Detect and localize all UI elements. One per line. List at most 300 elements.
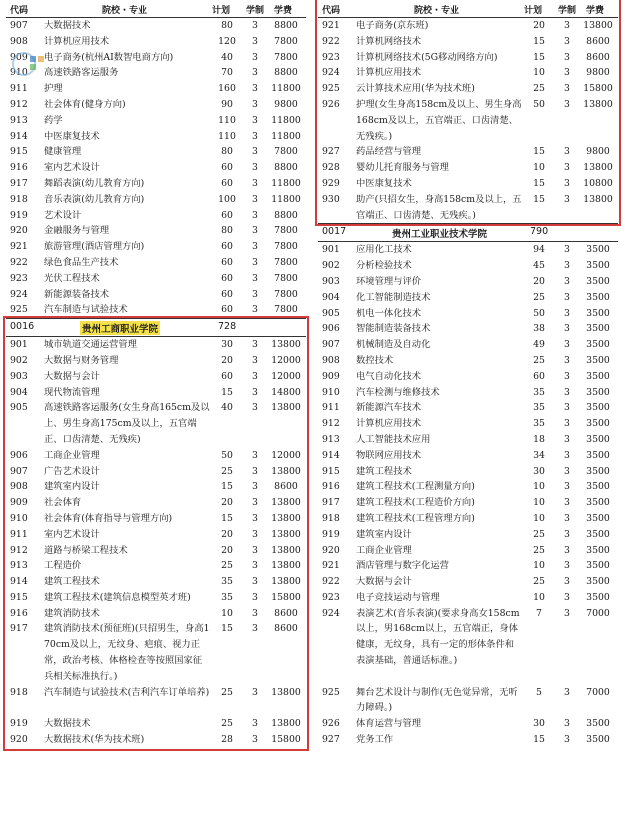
table-row [6,606,306,622]
major-code: 910 [10,67,28,79]
study-years: 3 [252,83,258,95]
tuition-fee: 8600 [274,607,298,619]
major-code: 927 [322,146,340,158]
table-row [318,716,618,732]
study-years: 3 [252,304,258,316]
tuition-fee: 8600 [586,51,610,63]
plan-count: 70 [221,67,233,79]
study-years: 3 [252,272,258,284]
major-code: 907 [10,465,28,477]
major-name: 金融服务与管理 [44,225,110,237]
study-years: 3 [252,288,258,300]
major-name: 大数据技术 [44,20,91,31]
header-fee: 学费 [274,6,293,16]
study-years: 3 [564,591,570,603]
plan-count: 49 [533,339,545,351]
plan-count: 35 [533,418,545,430]
study-years: 3 [252,114,258,126]
major-code: 919 [322,528,340,540]
major-code: 928 [322,162,340,174]
tuition-fee: 3500 [586,718,610,730]
tuition-fee: 3500 [586,275,610,287]
plan-count: 10 [533,481,545,493]
table-row [318,65,618,81]
tuition-fee: 3500 [586,528,610,540]
major-code: 906 [322,323,340,335]
major-name: 酒店管理与数字化运营 [356,560,449,572]
tuition-fee: 8600 [586,35,610,47]
major-name: 舞台艺术设计与制作(无色觉异常，无听力障碍。) [356,686,518,714]
tuition-fee: 12000 [271,354,301,366]
tuition-fee: 3500 [586,260,610,272]
plan-count: 20 [221,497,233,509]
tuition-fee: 8800 [274,67,298,79]
plan-count: 25 [533,83,545,95]
table-row [318,242,618,258]
tuition-fee: 3500 [586,323,610,335]
study-years: 3 [252,256,258,268]
major-name: 环境管理与评价 [356,275,422,287]
major-name: 高速铁路客运服务 [44,67,119,79]
study-years: 3 [564,465,570,477]
major-name: 室内艺术设计 [44,528,100,540]
table-row [6,144,306,160]
tuition-fee: 9800 [586,67,610,79]
major-code: 904 [322,291,340,303]
table-row [318,34,618,50]
study-years: 3 [252,339,258,351]
major-code: 913 [322,433,340,445]
major-name: 数控技术 [356,354,394,366]
right-top-list [318,18,618,223]
header-years: 学制 [246,6,265,16]
table-row [6,34,306,50]
study-years: 3 [252,98,258,110]
table-row [6,160,306,176]
plan-count: 15 [533,51,545,63]
table-row [318,369,618,385]
header-school-major: 院校・专业 [102,6,148,16]
major-code: 912 [10,98,28,110]
table-row [318,385,618,401]
tuition-fee: 13800 [271,544,301,556]
right-school-list [318,242,618,748]
major-code: 908 [322,354,340,366]
study-years: 3 [564,260,570,272]
left-column [6,0,306,748]
major-code: 909 [10,497,28,509]
major-name: 工商企业管理 [44,449,100,461]
major-name: 建筑室内设计 [356,528,412,540]
table-row [318,543,618,559]
table-row [6,302,306,318]
tuition-fee: 3500 [586,560,610,572]
study-years: 3 [252,481,258,493]
study-years: 3 [252,718,258,730]
table-row [318,290,618,306]
major-name: 党务工作 [356,734,394,746]
tuition-fee: 3500 [586,481,610,493]
tuition-fee: 11800 [271,130,301,142]
study-years: 3 [252,193,258,205]
study-years: 3 [564,402,570,414]
tuition-fee: 3500 [586,544,610,556]
table-row [318,732,618,748]
major-code: 914 [10,130,28,142]
plan-count: 60 [221,272,233,284]
major-code: 910 [322,386,340,398]
tuition-fee: 11800 [271,193,301,205]
tuition-fee: 3500 [586,244,610,256]
study-years: 3 [252,35,258,47]
major-code: 921 [322,20,340,31]
plan-count: 80 [221,146,233,158]
plan-count: 15 [533,193,545,205]
tuition-fee: 13800 [271,402,301,414]
major-name: 婴幼儿托育服务与管理 [356,162,449,174]
plan-count: 94 [533,244,545,256]
study-years: 3 [564,370,570,382]
plan-count: 15 [221,623,233,635]
major-code: 923 [322,591,340,603]
plan-count: 25 [221,686,233,698]
table-row [6,527,306,543]
major-name: 药品经营与管理 [356,146,422,158]
major-name: 健康管理 [44,146,82,158]
tuition-fee: 3500 [586,418,610,430]
table-row [6,464,306,480]
study-years: 3 [564,307,570,319]
table-row [6,353,306,369]
tuition-fee: 3500 [586,433,610,445]
major-name: 社会体育(体育指导与管理方向) [44,512,173,524]
study-years: 3 [564,20,570,31]
plan-count: 10 [533,497,545,509]
plan-count: 110 [218,130,236,142]
major-code: 926 [322,98,340,110]
major-name: 化工智能制造技术 [356,291,431,303]
major-code: 923 [10,272,28,284]
plan-count: 25 [533,291,545,303]
major-code: 923 [322,51,340,63]
tuition-fee: 13800 [271,576,301,588]
major-code: 905 [10,402,28,414]
plan-count: 30 [221,339,233,351]
plan-count: 10 [533,591,545,603]
major-code: 920 [10,734,28,746]
plan-count: 5 [536,686,542,698]
major-name: 电子商务(杭州AI数智电商方向) [44,51,174,63]
tuition-fee: 3500 [586,576,610,588]
table-row [6,621,306,684]
major-code: 910 [10,512,28,524]
table-row [6,448,306,464]
tuition-fee: 13800 [583,20,613,31]
tuition-fee: 3500 [586,734,610,746]
tuition-fee: 3500 [586,465,610,477]
tuition-fee: 3500 [586,339,610,351]
major-name: 机电一体化技术 [356,307,422,319]
tuition-fee: 7000 [586,686,610,698]
header-plan: 计划 [212,6,231,16]
study-years: 3 [564,244,570,256]
table-row [318,511,618,527]
plan-count: 50 [221,449,233,461]
table-row [318,144,618,160]
major-name: 建筑工程技术(工程管理方向) [356,512,475,524]
major-code: 911 [322,402,340,414]
table-row [6,543,306,559]
plan-count: 30 [533,465,545,477]
study-years: 3 [252,20,258,31]
major-name: 社会体育 [44,497,82,509]
tuition-fee: 7000 [586,607,610,619]
major-name: 建筑工程技术(工程造价方向) [356,497,475,509]
table-row [6,385,306,401]
study-years: 3 [252,177,258,189]
tuition-fee: 13800 [271,718,301,730]
major-name: 大数据技术 [44,718,91,730]
major-code: 920 [322,544,340,556]
study-years: 3 [564,734,570,746]
table-row [6,716,306,732]
table-row [318,479,618,495]
major-code: 902 [10,354,28,366]
watermark-logo-icon [10,50,52,78]
major-name: 汽车制造与试验技术 [44,304,128,316]
tuition-fee: 15800 [271,734,301,746]
major-code: 919 [10,209,28,221]
major-code: 901 [322,244,340,256]
tuition-fee: 13800 [271,528,301,540]
tuition-fee: 3500 [586,291,610,303]
study-years: 3 [564,67,570,79]
plan-count: 15 [221,481,233,493]
tuition-fee: 11800 [271,114,301,126]
plan-count: 20 [221,528,233,540]
major-code: 924 [10,288,28,300]
table-row [318,574,618,590]
study-years: 3 [564,528,570,540]
plan-count: 20 [533,20,545,31]
major-name: 舞蹈表演(幼儿教育方向) [44,177,145,189]
table-row [6,97,306,113]
plan-count: 60 [221,241,233,253]
study-years: 3 [564,35,570,47]
study-years: 3 [564,686,570,698]
study-years: 3 [564,449,570,461]
table-row [6,192,306,208]
table-row [6,208,306,224]
plan-count: 15 [533,177,545,189]
table-row [318,432,618,448]
major-code: 907 [10,20,28,31]
study-years: 3 [252,576,258,588]
plan-count: 120 [218,35,236,47]
plan-count: 25 [533,544,545,556]
table-row [6,685,306,717]
study-years: 3 [564,607,570,619]
tuition-fee: 8800 [274,162,298,174]
major-name: 机械制造及自动化 [356,339,431,351]
tuition-fee: 3500 [586,370,610,382]
table-row [6,223,306,239]
table-row [6,732,306,748]
study-years: 3 [564,291,570,303]
school-name: 贵州工商职业学院 [80,321,160,335]
header-code: 代码 [322,6,341,16]
tuition-fee: 14800 [271,386,301,398]
major-name: 计算机应用技术 [44,35,110,47]
right-column [318,0,618,748]
tuition-fee: 3500 [586,497,610,509]
table-row [318,306,618,322]
plan-count: 100 [218,193,236,205]
major-code: 915 [10,146,28,158]
plan-count: 20 [221,544,233,556]
major-name: 大数据与财务管理 [44,354,119,366]
study-years: 3 [252,560,258,572]
plan-count: 40 [221,51,233,63]
major-name: 工商企业管理 [356,544,412,556]
study-years: 3 [252,209,258,221]
plan-count: 20 [533,275,545,287]
major-code: 930 [322,193,340,205]
tuition-fee: 9800 [586,146,610,158]
major-code: 922 [10,256,28,268]
major-name: 助产(只招女生，身高158cm及以上，五官端正、口齿清楚、无残疾。) [356,193,522,221]
study-years: 3 [252,686,258,698]
study-years: 3 [564,339,570,351]
study-years: 3 [564,497,570,509]
major-code: 902 [322,260,340,272]
tuition-fee: 11800 [271,83,301,95]
major-name: 高速铁路客运服务(女生身高165cm及以上、男生身高175cm及以上，五官端正、口齿清楚、无残疾) [44,402,210,445]
header-code: 代码 [10,6,29,16]
major-code: 917 [322,497,340,509]
plan-count: 25 [221,560,233,572]
school-heading-0017 [318,223,618,242]
table-row [6,558,306,574]
table-row [318,606,618,685]
study-years: 3 [252,386,258,398]
tuition-fee: 3500 [586,354,610,366]
table-row [318,685,618,717]
study-years: 3 [564,51,570,63]
major-code: 918 [322,512,340,524]
major-name: 表演艺术(音乐表演)(要求身高女158cm以上，男168cm以上，五官端正，身体健康，无纹身，具有一定的形体条件和表演基础，普通话标准。) [356,607,520,667]
table-row [6,287,306,303]
major-name: 艺术设计 [44,209,82,221]
study-years: 3 [252,402,258,414]
study-years: 3 [564,481,570,493]
plan-count: 60 [221,177,233,189]
major-code: 924 [322,67,340,79]
plan-count: 10 [533,67,545,79]
major-code: 909 [10,51,28,63]
major-name: 新能源装备技术 [44,288,110,300]
tuition-fee: 3500 [586,512,610,524]
major-code: 904 [10,386,28,398]
school-code: 0016 [10,321,35,333]
major-name: 药学 [44,114,63,126]
major-code: 921 [322,560,340,572]
plan-count: 10 [221,607,233,619]
major-code: 929 [322,177,340,189]
study-years: 3 [564,560,570,572]
major-name: 云计算技术应用(华为技术班) [356,83,475,95]
table-row [6,81,306,97]
table-row [318,558,618,574]
plan-count: 35 [533,402,545,414]
major-code: 912 [10,544,28,556]
major-code: 915 [10,591,28,603]
study-years: 3 [252,162,258,174]
plan-count: 160 [218,83,236,95]
major-code: 925 [322,686,340,698]
table-row [6,369,306,385]
tuition-fee: 13800 [583,193,613,205]
tuition-fee: 13800 [271,497,301,509]
plan-count: 15 [221,386,233,398]
study-years: 3 [564,193,570,205]
major-name: 电子竞技运动与管理 [356,591,440,603]
major-name: 建筑消防技术(预征班)(只招男生，身高170cm及以上，无纹身、疤痕、视力正常，政治考核、体格检查等按照国家征兵相关标准执行。) [44,623,210,682]
major-code: 922 [322,35,340,47]
major-name: 室内艺术设计 [44,162,100,174]
table-row [6,18,306,34]
plan-count: 60 [221,209,233,221]
major-code: 907 [322,339,340,351]
major-name: 电子商务(京东班) [356,20,429,31]
major-code: 926 [322,718,340,730]
major-code: 908 [10,35,28,47]
study-years: 3 [564,512,570,524]
major-name: 计算机应用技术 [356,418,422,430]
plan-count: 90 [221,98,233,110]
major-name: 建筑工程技术(工程测量方向) [356,481,475,493]
major-name: 汽车检测与维修技术 [356,386,440,398]
plan-count: 80 [221,20,233,31]
table-row [6,176,306,192]
study-years: 3 [564,544,570,556]
table-row [318,590,618,606]
tuition-fee: 3500 [586,386,610,398]
plan-count: 110 [218,114,236,126]
school-quota: 728 [218,321,237,333]
major-name: 体育运营与管理 [356,718,422,730]
major-name: 音乐表演(幼儿教育方向) [44,193,145,205]
table-row [6,479,306,495]
plan-count: 60 [221,256,233,268]
plan-count: 30 [533,718,545,730]
tuition-fee: 7800 [274,146,298,158]
major-code: 925 [10,304,28,316]
table-row [318,81,618,97]
table-row [318,464,618,480]
tuition-fee: 7800 [274,272,298,284]
plan-count: 60 [533,370,545,382]
major-name: 建筑工程技术(建筑信息模型英才班) [44,591,191,603]
table-row [318,400,618,416]
major-code: 927 [322,734,340,746]
study-years: 3 [564,386,570,398]
tuition-fee: 13800 [271,560,301,572]
school-heading-0016 [6,318,306,337]
plan-count: 28 [221,734,233,746]
major-name: 护理 [44,83,63,95]
major-code: 916 [322,481,340,493]
